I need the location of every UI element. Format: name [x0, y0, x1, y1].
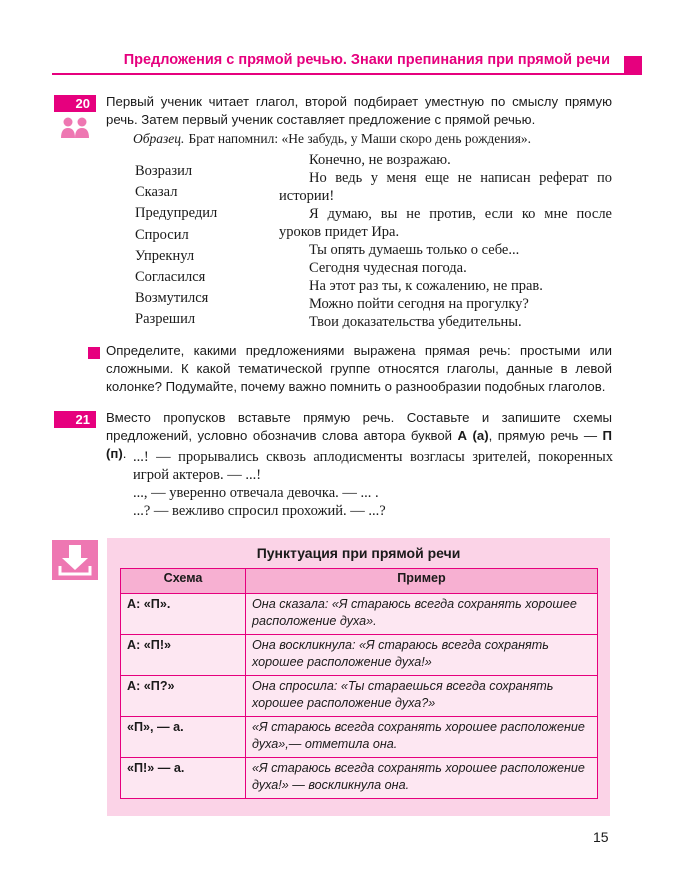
- sample-label: Образец.: [133, 131, 185, 146]
- header-divider: [52, 73, 642, 75]
- scheme-cell: А: «П?»: [121, 676, 246, 717]
- table-row: [121, 717, 598, 758]
- sample-sentence: [133, 131, 531, 147]
- speech-item: Можно пойти сегодня на прогулку?: [309, 296, 529, 312]
- verb-item: Сказал: [135, 184, 178, 201]
- pair-icon: [60, 117, 90, 139]
- download-icon: [52, 540, 98, 580]
- scheme-cell: «П!» — а.: [121, 758, 246, 799]
- column-header-example: Пример: [246, 569, 598, 594]
- speech-item: Ты опять думаешь только о себе...: [309, 242, 520, 258]
- exercise-21-line-2: ..., — уверенно отвечала девочка. — ... .: [133, 485, 379, 501]
- verb-item: Разрешил: [135, 311, 196, 328]
- speech-item: Но ведь у меня еще не написан реферат по истории!: [279, 170, 612, 204]
- punctuation-table: [120, 568, 598, 799]
- verbs-column: [135, 161, 217, 331]
- table-row: [121, 635, 598, 676]
- page-title: Предложения с прямой речью. Знаки препинания при прямой речи: [123, 52, 610, 68]
- speech-item: Конечно, не возражаю.: [309, 152, 451, 168]
- speech-item: Я думаю, вы не против, если ко мне после уроков придет Ира.: [279, 206, 612, 240]
- table-row: [121, 594, 598, 635]
- example-cell: Она спросила: «Ты стараешься всегда сохранять хорошее расположение духа?»: [246, 676, 598, 717]
- speech-item: Сегодня чудесная погода.: [309, 260, 467, 276]
- verb-item: Спросил: [135, 226, 189, 243]
- exercise-20-instruction: Первый ученик читает глагол, второй подбирает уместную по смыслу прямую речь. Затем первый ученик составляет предложение с прямой речью.: [106, 94, 612, 127]
- example-cell: «Я стараюсь всегда сохранять хорошее расположение духа!» — воскликнула она.: [246, 758, 598, 799]
- scheme-cell: А: «П!»: [121, 635, 246, 676]
- author-letter: А (а): [457, 428, 489, 443]
- column-header-scheme: Схема: [121, 569, 246, 594]
- exercise-21-line-1: ...! — прорывались сквозь аплодисменты возгласы зрителей, покоренных игрой актеров. — ...!: [133, 449, 613, 483]
- header-square: [624, 56, 642, 74]
- instruction-text: .: [122, 446, 127, 461]
- example-cell: «Я стараюсь всегда сохранять хорошее расположение духа»,— отметила она.: [246, 717, 598, 758]
- speech-column: [279, 151, 612, 331]
- example-cell: Она воскликнула: «Я стараюсь всегда сохранять хорошее расположение духа!»: [246, 635, 598, 676]
- verb-item: Согласился: [135, 268, 206, 285]
- table-header-row: [121, 569, 598, 594]
- exercise-21-badge: 21: [54, 411, 96, 428]
- page-number: 15: [593, 829, 609, 845]
- table-row: [121, 758, 598, 799]
- table-row: [121, 676, 598, 717]
- speech-item: Твои доказательства убедительны.: [309, 314, 522, 330]
- instruction-text: Вместо пропусков вставьте прямую речь. Составьте и запишите схемы предложений, условно обозначив слова автора буквой: [106, 410, 612, 443]
- exercise-20-badge: 20: [54, 95, 96, 112]
- verb-item: Упрекнул: [135, 247, 195, 264]
- question-marker: [88, 347, 100, 359]
- scheme-cell: А: «П».: [121, 594, 246, 635]
- exercise-20-question: Определите, какими предложениями выражена прямая речь: простыми или сложными. К какой тематической группе относятся глаголы, данные в левой колонке? Подумайте, почему важно помнить о разнообразии подобных глаголов.: [106, 343, 612, 394]
- scheme-cell: «П», — а.: [121, 717, 246, 758]
- table-title: Пунктуация при прямой речи: [256, 545, 461, 561]
- speech-item: На этот раз ты, к сожалению, не прав.: [309, 278, 543, 294]
- verb-item: Возмутился: [135, 290, 209, 307]
- sample-text: Брат напомнил: «Не забудь, у Маши скоро день рождения».: [188, 131, 532, 146]
- exercise-21-line-3: ...? — вежливо спросил прохожий. — ...?: [133, 503, 386, 519]
- speech-letter: П (п): [106, 428, 613, 461]
- verb-item: Предупредил: [135, 205, 218, 222]
- instruction-text: , прямую речь —: [488, 428, 603, 443]
- example-cell: Она сказала: «Я стараюсь всегда сохранять хорошее расположение духа».: [246, 594, 598, 635]
- verb-item: Возразил: [135, 163, 193, 179]
